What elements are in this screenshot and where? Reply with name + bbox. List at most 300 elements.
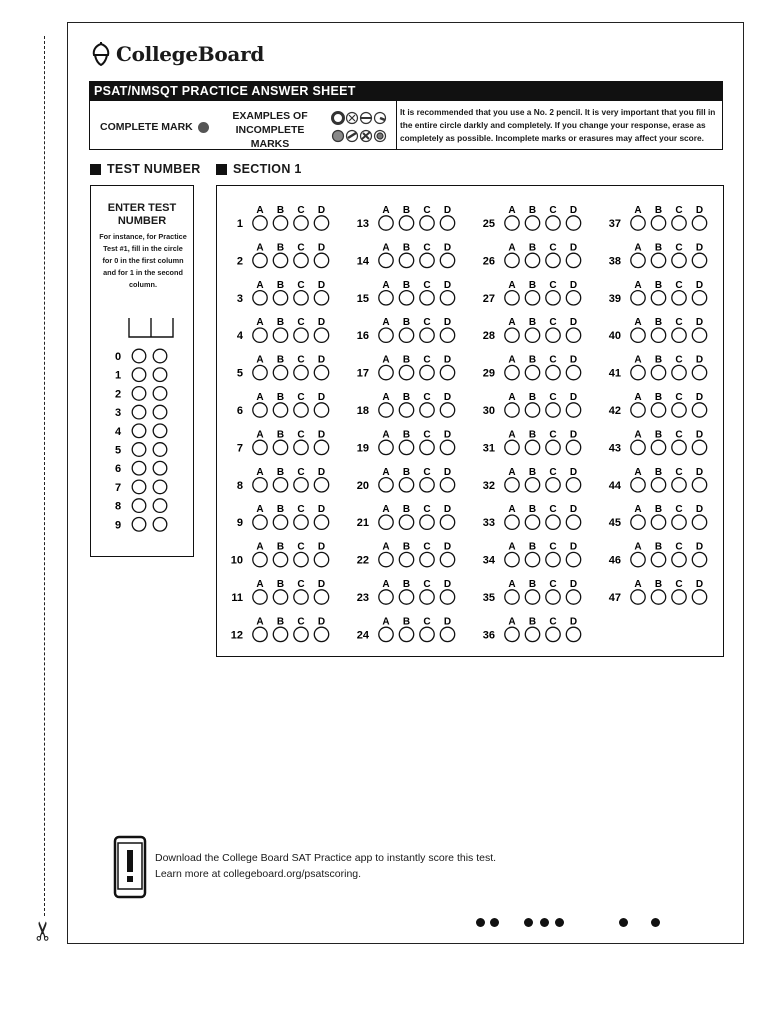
answer-bubble-19-D[interactable] xyxy=(440,440,454,454)
answer-bubble-22-D[interactable] xyxy=(440,552,454,566)
choice-label: B xyxy=(402,317,411,329)
answer-bubble-43-A[interactable] xyxy=(631,440,645,454)
question-number: 9 xyxy=(236,517,243,530)
answer-bubble-34-D[interactable] xyxy=(566,552,580,566)
answer-bubble-9-D[interactable] xyxy=(314,515,328,529)
choice-label: A xyxy=(634,504,642,516)
answer-bubble-31-B[interactable] xyxy=(525,440,539,454)
choice-label: B xyxy=(654,429,663,441)
answer-bubble-30-D[interactable] xyxy=(566,403,580,417)
answer-bubble-16-A[interactable] xyxy=(379,328,393,342)
answer-bubble-8-A[interactable] xyxy=(253,478,267,492)
answer-bubble-8-B[interactable] xyxy=(273,478,287,492)
answer-bubble-32-A[interactable] xyxy=(505,478,519,492)
answer-bubble-42-D[interactable] xyxy=(692,403,706,417)
answer-bubble-15-B[interactable] xyxy=(399,291,413,305)
answer-bubble-40-B[interactable] xyxy=(651,328,665,342)
answer-bubble-26-C[interactable] xyxy=(546,253,560,267)
answer-bubble-47-A[interactable] xyxy=(631,590,645,604)
answer-bubble-29-A[interactable] xyxy=(505,365,519,379)
question-number: 35 xyxy=(482,592,495,604)
answer-bubble-27-B[interactable] xyxy=(525,291,539,305)
test-number-grid xyxy=(91,186,195,558)
answer-bubble-13-D[interactable] xyxy=(440,216,454,230)
answer-bubble-16-C[interactable] xyxy=(420,328,434,342)
answer-bubble-38-C[interactable] xyxy=(672,253,686,267)
answer-bubble-18-A[interactable] xyxy=(379,403,393,417)
answer-bubble-26-A[interactable] xyxy=(505,253,519,267)
first-column-bubble-4[interactable] xyxy=(132,424,146,438)
answer-bubble-19-B[interactable] xyxy=(399,440,413,454)
answer-bubble-19-A[interactable] xyxy=(379,440,393,454)
answer-bubble-15-D[interactable] xyxy=(440,291,454,305)
answer-bubble-22-C[interactable] xyxy=(420,552,434,566)
question-number: 23 xyxy=(356,592,369,604)
answer-bubble-14-B[interactable] xyxy=(399,253,413,267)
choice-label: D xyxy=(443,392,452,403)
choice-label: C xyxy=(675,541,683,553)
first-column-bubble-7[interactable] xyxy=(132,480,146,494)
answer-bubble-14-C[interactable] xyxy=(420,253,434,267)
answer-bubble-7-A[interactable] xyxy=(253,440,267,454)
choice-label: B xyxy=(654,279,663,291)
question-number: 11 xyxy=(231,592,243,604)
choice-label: A xyxy=(634,317,642,329)
answer-bubble-41-C[interactable] xyxy=(672,365,686,379)
answer-bubble-6-C[interactable] xyxy=(294,403,308,417)
second-column-bubble-1[interactable] xyxy=(153,368,167,382)
answer-bubble-31-D[interactable] xyxy=(566,440,580,454)
answer-bubble-6-D[interactable] xyxy=(314,403,328,417)
choice-label: C xyxy=(297,354,305,366)
section-1-answers xyxy=(216,185,724,657)
answer-bubble-12-B[interactable] xyxy=(273,627,287,641)
digit-label: 2 xyxy=(114,388,122,401)
answer-bubble-2-D[interactable] xyxy=(314,253,328,267)
answer-bubble-15-C[interactable] xyxy=(420,291,434,305)
choice-label: D xyxy=(317,616,326,628)
first-column-bubble-2[interactable] xyxy=(132,387,146,401)
first-column-bubble-9[interactable] xyxy=(132,518,146,532)
answer-bubble-14-A[interactable] xyxy=(379,253,393,267)
answer-bubble-18-C[interactable] xyxy=(420,403,434,417)
choice-label: A xyxy=(382,279,390,291)
answer-bubble-2-B[interactable] xyxy=(273,253,287,267)
choice-label: A xyxy=(256,354,264,366)
answer-bubble-22-A[interactable] xyxy=(379,552,393,566)
answer-bubble-25-D[interactable] xyxy=(566,216,580,230)
answer-bubble-41-B[interactable] xyxy=(651,365,665,379)
answer-bubble-5-A[interactable] xyxy=(253,365,267,379)
answer-bubble-11-A[interactable] xyxy=(253,590,267,604)
choice-label: D xyxy=(443,504,452,516)
app-note-line1: Download the College Board SAT Practice app to instantly score this test. xyxy=(155,852,497,864)
choice-label: D xyxy=(317,317,326,329)
answer-bubble-24-A[interactable] xyxy=(379,627,393,641)
answer-bubble-35-D[interactable] xyxy=(566,590,580,604)
answer-bubble-17-B[interactable] xyxy=(399,365,413,379)
answer-bubble-36-B[interactable] xyxy=(525,627,539,641)
answer-bubble-9-B[interactable] xyxy=(273,515,287,529)
choice-label: A xyxy=(382,579,390,590)
answer-bubble-39-D[interactable] xyxy=(692,291,706,305)
second-column-bubble-9[interactable] xyxy=(153,518,167,532)
answer-bubble-24-B[interactable] xyxy=(399,627,413,641)
answer-bubble-34-C[interactable] xyxy=(546,552,560,566)
choice-label: B xyxy=(528,242,537,254)
answer-bubble-1-C[interactable] xyxy=(294,216,308,230)
answer-bubble-9-A[interactable] xyxy=(253,515,267,529)
answer-bubble-29-D[interactable] xyxy=(566,365,580,379)
answer-bubble-46-A[interactable] xyxy=(631,552,645,566)
answer-bubble-17-C[interactable] xyxy=(420,365,434,379)
answer-bubble-3-D[interactable] xyxy=(314,291,328,305)
answer-bubble-45-C[interactable] xyxy=(672,515,686,529)
choice-label: C xyxy=(423,579,431,590)
choice-label: B xyxy=(528,579,537,590)
answer-bubble-20-C[interactable] xyxy=(420,478,434,492)
answer-bubble-28-B[interactable] xyxy=(525,328,539,342)
answer-bubble-44-B[interactable] xyxy=(651,478,665,492)
answer-bubble-36-D[interactable] xyxy=(566,627,580,641)
choice-label: A xyxy=(382,466,390,478)
answer-bubble-11-D[interactable] xyxy=(314,590,328,604)
choice-label: D xyxy=(317,205,326,216)
answer-bubble-24-C[interactable] xyxy=(420,627,434,641)
answer-bubble-27-D[interactable] xyxy=(566,291,580,305)
answer-bubble-8-C[interactable] xyxy=(294,478,308,492)
answer-bubble-8-D[interactable] xyxy=(314,478,328,492)
second-column-bubble-0[interactable] xyxy=(153,349,167,363)
answer-bubble-38-D[interactable] xyxy=(692,253,706,267)
answer-bubble-5-C[interactable] xyxy=(294,365,308,379)
answer-bubble-18-B[interactable] xyxy=(399,403,413,417)
choice-label: C xyxy=(423,541,431,553)
choice-label: D xyxy=(443,242,452,254)
choice-label: D xyxy=(317,579,326,590)
choice-label: A xyxy=(634,205,642,216)
first-column-bubble-0[interactable] xyxy=(132,349,146,363)
choice-label: C xyxy=(423,242,431,254)
answer-bubble-42-B[interactable] xyxy=(651,403,665,417)
answer-bubble-37-A[interactable] xyxy=(631,216,645,230)
timing-mark xyxy=(555,918,564,927)
answer-bubble-2-C[interactable] xyxy=(294,253,308,267)
answer-bubble-35-B[interactable] xyxy=(525,590,539,604)
answer-bubble-27-C[interactable] xyxy=(546,291,560,305)
choice-label: B xyxy=(402,279,411,291)
second-column-bubble-2[interactable] xyxy=(153,387,167,401)
choice-label: C xyxy=(675,279,683,291)
question-number: 29 xyxy=(482,367,495,380)
question-number: 15 xyxy=(356,292,369,305)
answer-bubble-22-B[interactable] xyxy=(399,552,413,566)
digit-label: 8 xyxy=(114,500,122,513)
answer-bubble-10-A[interactable] xyxy=(253,552,267,566)
answer-bubble-42-C[interactable] xyxy=(672,403,686,417)
answer-bubble-16-B[interactable] xyxy=(399,328,413,342)
answer-bubble-47-B[interactable] xyxy=(651,590,665,604)
answer-bubble-17-A[interactable] xyxy=(379,365,393,379)
answer-bubble-12-C[interactable] xyxy=(294,627,308,641)
choice-label: A xyxy=(256,279,264,291)
answer-bubble-20-D[interactable] xyxy=(440,478,454,492)
answer-bubble-23-C[interactable] xyxy=(420,590,434,604)
answer-bubble-13-B[interactable] xyxy=(399,216,413,230)
answer-bubble-31-C[interactable] xyxy=(546,440,560,454)
choice-label: A xyxy=(634,354,642,366)
answer-bubble-28-D[interactable] xyxy=(566,328,580,342)
answer-bubble-20-B[interactable] xyxy=(399,478,413,492)
answer-bubble-32-D[interactable] xyxy=(566,478,580,492)
question-number: 26 xyxy=(482,255,495,268)
answer-bubble-10-C[interactable] xyxy=(294,552,308,566)
choice-label: A xyxy=(256,616,264,628)
answer-bubble-33-C[interactable] xyxy=(546,515,560,529)
answer-bubble-1-B[interactable] xyxy=(273,216,287,230)
choice-label: B xyxy=(276,242,285,254)
question-number: 28 xyxy=(482,330,495,343)
first-column-bubble-8[interactable] xyxy=(132,499,146,513)
first-column-bubble-5[interactable] xyxy=(132,443,146,457)
choice-label: C xyxy=(297,205,305,216)
answer-bubble-35-A[interactable] xyxy=(505,590,519,604)
question-number: 30 xyxy=(482,405,495,417)
answer-bubble-44-C[interactable] xyxy=(672,478,686,492)
answer-bubble-23-B[interactable] xyxy=(399,590,413,604)
heading-square-icon xyxy=(90,164,101,175)
choice-label: D xyxy=(695,579,704,590)
answer-bubble-3-C[interactable] xyxy=(294,291,308,305)
second-column-bubble-5[interactable] xyxy=(153,443,167,457)
answer-bubble-41-D[interactable] xyxy=(692,365,706,379)
answer-bubble-46-B[interactable] xyxy=(651,552,665,566)
answer-bubble-7-B[interactable] xyxy=(273,440,287,454)
second-column-bubble-6[interactable] xyxy=(153,461,167,475)
answer-bubble-21-C[interactable] xyxy=(420,515,434,529)
answer-bubble-36-A[interactable] xyxy=(505,627,519,641)
question-number: 37 xyxy=(608,218,621,230)
answer-bubble-33-D[interactable] xyxy=(566,515,580,529)
answer-bubble-32-B[interactable] xyxy=(525,478,539,492)
answer-bubble-2-A[interactable] xyxy=(253,253,267,267)
choice-label: D xyxy=(569,279,578,291)
choice-label: A xyxy=(508,279,516,291)
question-number: 34 xyxy=(482,554,495,567)
answer-bubble-18-D[interactable] xyxy=(440,403,454,417)
answer-bubble-7-D[interactable] xyxy=(314,440,328,454)
answer-bubble-25-B[interactable] xyxy=(525,216,539,230)
instr-line: and for 1 in the second xyxy=(103,268,183,277)
first-column-bubble-3[interactable] xyxy=(132,405,146,419)
answer-bubble-17-D[interactable] xyxy=(440,365,454,379)
answer-bubble-34-B[interactable] xyxy=(525,552,539,566)
answer-bubble-40-D[interactable] xyxy=(692,328,706,342)
choice-label: B xyxy=(528,504,537,516)
answer-bubble-33-B[interactable] xyxy=(525,515,539,529)
answer-bubble-39-B[interactable] xyxy=(651,291,665,305)
answer-bubble-47-D[interactable] xyxy=(692,590,706,604)
answer-bubble-47-C[interactable] xyxy=(672,590,686,604)
enter-title-line2: NUMBER xyxy=(117,215,167,227)
answer-bubble-37-B[interactable] xyxy=(651,216,665,230)
answer-bubble-14-D[interactable] xyxy=(440,253,454,267)
choice-label: A xyxy=(634,466,642,478)
answer-bubble-29-B[interactable] xyxy=(525,365,539,379)
answer-bubble-30-C[interactable] xyxy=(546,403,560,417)
answer-bubble-40-A[interactable] xyxy=(631,328,645,342)
answer-bubble-28-C[interactable] xyxy=(546,328,560,342)
answer-bubble-24-D[interactable] xyxy=(440,627,454,641)
answer-bubble-34-A[interactable] xyxy=(505,552,519,566)
answer-bubble-36-C[interactable] xyxy=(546,627,560,641)
answer-bubble-12-A[interactable] xyxy=(253,627,267,641)
choice-label: C xyxy=(423,616,431,628)
timing-mark xyxy=(524,918,533,927)
choice-label: D xyxy=(695,242,704,254)
second-column-bubble-8[interactable] xyxy=(153,499,167,513)
answer-bubble-43-C[interactable] xyxy=(672,440,686,454)
choice-label: A xyxy=(382,504,390,516)
answer-bubble-5-B[interactable] xyxy=(273,365,287,379)
filled-bubble-icon xyxy=(198,122,209,133)
question-number: 20 xyxy=(356,479,369,492)
answer-bubble-45-B[interactable] xyxy=(651,515,665,529)
answer-bubble-43-B[interactable] xyxy=(651,440,665,454)
answer-bubble-26-D[interactable] xyxy=(566,253,580,267)
answer-bubble-28-A[interactable] xyxy=(505,328,519,342)
choice-label: D xyxy=(443,541,452,553)
choice-label: B xyxy=(276,354,285,366)
answer-bubble-46-C[interactable] xyxy=(672,552,686,566)
answer-bubble-46-D[interactable] xyxy=(692,552,706,566)
question-number: 44 xyxy=(608,479,621,492)
answer-bubble-4-D[interactable] xyxy=(314,328,328,342)
question-number: 3 xyxy=(236,292,243,305)
answer-bubble-21-A[interactable] xyxy=(379,515,393,529)
choice-label: B xyxy=(402,392,411,403)
choice-label: A xyxy=(508,317,516,329)
answer-bubble-45-D[interactable] xyxy=(692,515,706,529)
choice-label: A xyxy=(256,429,264,441)
answer-bubble-13-C[interactable] xyxy=(420,216,434,230)
answer-bubble-21-D[interactable] xyxy=(440,515,454,529)
answer-bubble-30-B[interactable] xyxy=(525,403,539,417)
answer-bubble-29-C[interactable] xyxy=(546,365,560,379)
answer-bubble-39-A[interactable] xyxy=(631,291,645,305)
answer-bubble-32-C[interactable] xyxy=(546,478,560,492)
choice-label: B xyxy=(276,541,285,553)
answer-bubble-25-C[interactable] xyxy=(546,216,560,230)
answer-bubble-40-C[interactable] xyxy=(672,328,686,342)
choice-label: B xyxy=(402,504,411,516)
answer-bubble-3-A[interactable] xyxy=(253,291,267,305)
first-column-bubble-6[interactable] xyxy=(132,461,146,475)
collegeboard-logo xyxy=(90,42,264,66)
answer-bubble-39-C[interactable] xyxy=(672,291,686,305)
answer-bubble-1-D[interactable] xyxy=(314,216,328,230)
answer-bubble-6-B[interactable] xyxy=(273,403,287,417)
second-column-bubble-3[interactable] xyxy=(153,405,167,419)
choice-label: C xyxy=(297,429,305,441)
answer-bubble-19-C[interactable] xyxy=(420,440,434,454)
answer-bubble-9-C[interactable] xyxy=(294,515,308,529)
answer-bubble-35-C[interactable] xyxy=(546,590,560,604)
answer-bubble-43-D[interactable] xyxy=(692,440,706,454)
choice-label: A xyxy=(508,504,516,516)
answer-bubble-44-D[interactable] xyxy=(692,478,706,492)
choice-label: B xyxy=(402,616,411,628)
answer-bubble-23-A[interactable] xyxy=(379,590,393,604)
choice-label: D xyxy=(443,205,452,216)
answer-bubble-10-B[interactable] xyxy=(273,552,287,566)
choice-label: B xyxy=(528,354,537,366)
answer-bubble-7-C[interactable] xyxy=(294,440,308,454)
choice-label: B xyxy=(654,317,663,329)
answer-bubble-31-A[interactable] xyxy=(505,440,519,454)
answer-bubble-37-C[interactable] xyxy=(672,216,686,230)
choice-label: C xyxy=(423,392,431,403)
first-column-bubble-1[interactable] xyxy=(132,368,146,382)
choice-label: B xyxy=(528,429,537,441)
answer-bubble-4-C[interactable] xyxy=(294,328,308,342)
answer-bubble-25-A[interactable] xyxy=(505,216,519,230)
answer-bubble-27-A[interactable] xyxy=(505,291,519,305)
answer-bubble-5-D[interactable] xyxy=(314,365,328,379)
answer-bubble-11-C[interactable] xyxy=(294,590,308,604)
answer-bubble-21-B[interactable] xyxy=(399,515,413,529)
second-column-bubble-7[interactable] xyxy=(153,480,167,494)
answer-bubble-13-A[interactable] xyxy=(379,216,393,230)
heading-square-icon xyxy=(216,164,227,175)
answer-bubble-30-A[interactable] xyxy=(505,403,519,417)
answer-bubble-23-D[interactable] xyxy=(440,590,454,604)
answer-bubble-42-A[interactable] xyxy=(631,403,645,417)
answer-bubble-10-D[interactable] xyxy=(314,552,328,566)
answer-bubble-33-A[interactable] xyxy=(505,515,519,529)
incomplete-marks-label xyxy=(215,109,325,151)
marks-guide xyxy=(89,101,723,150)
answer-bubble-6-A[interactable] xyxy=(253,403,267,417)
answer-bubble-37-D[interactable] xyxy=(692,216,706,230)
choice-label: A xyxy=(382,205,390,216)
answer-bubble-1-A[interactable] xyxy=(253,216,267,230)
answer-bubble-38-B[interactable] xyxy=(651,253,665,267)
answer-bubble-15-A[interactable] xyxy=(379,291,393,305)
choice-label: D xyxy=(569,541,578,553)
answer-bubble-41-A[interactable] xyxy=(631,365,645,379)
answer-bubble-45-A[interactable] xyxy=(631,515,645,529)
choice-label: C xyxy=(423,317,431,329)
second-column-bubble-4[interactable] xyxy=(153,424,167,438)
answer-bubble-11-B[interactable] xyxy=(273,590,287,604)
choice-label: D xyxy=(317,429,326,441)
choice-label: C xyxy=(675,205,683,216)
answer-bubble-16-D[interactable] xyxy=(440,328,454,342)
answer-bubble-26-B[interactable] xyxy=(525,253,539,267)
answer-bubble-4-A[interactable] xyxy=(253,328,267,342)
choice-label: C xyxy=(423,279,431,291)
choice-label: B xyxy=(654,354,663,366)
question-number: 10 xyxy=(230,554,243,567)
answer-bubble-3-B[interactable] xyxy=(273,291,287,305)
answer-bubble-4-B[interactable] xyxy=(273,328,287,342)
answer-bubble-20-A[interactable] xyxy=(379,478,393,492)
answer-bubble-44-A[interactable] xyxy=(631,478,645,492)
answer-bubble-38-A[interactable] xyxy=(631,253,645,267)
answer-bubble-12-D[interactable] xyxy=(314,627,328,641)
write-in-boxes[interactable] xyxy=(129,318,173,337)
